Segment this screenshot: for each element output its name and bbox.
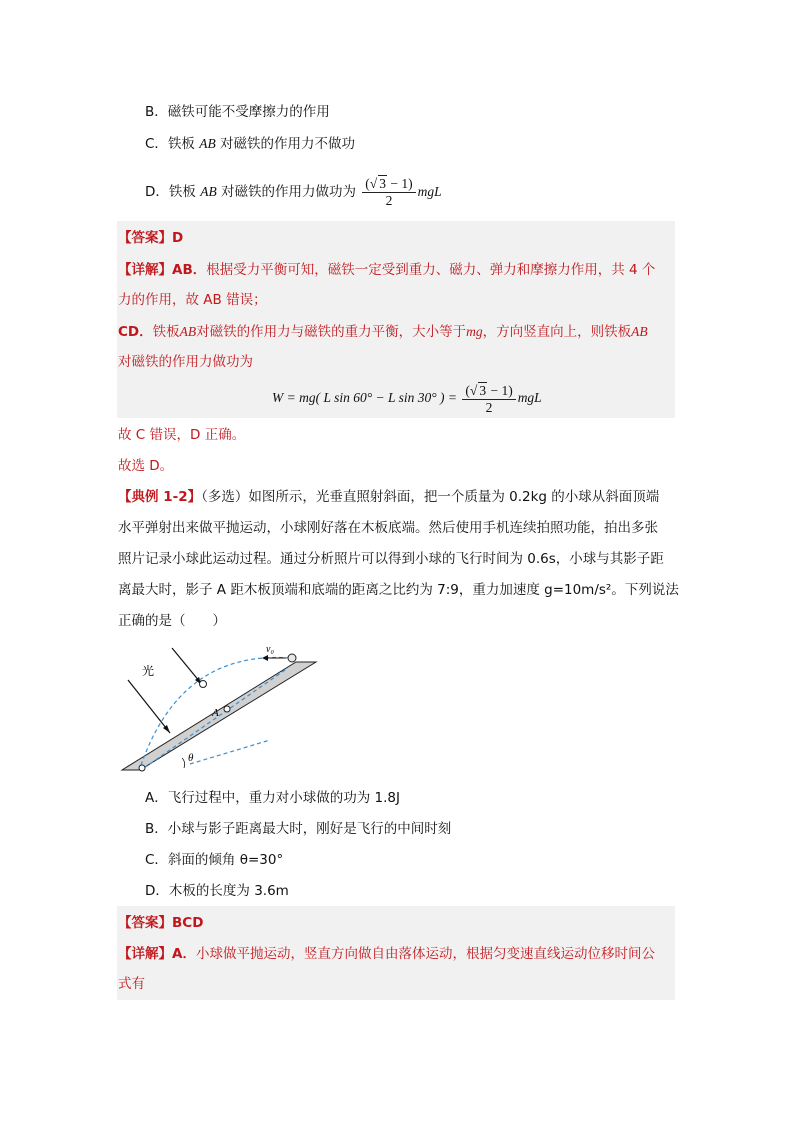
answer-label: 【答案】 [118, 915, 172, 931]
detail-2-line-2: 式有 [118, 976, 145, 992]
shadow-a [224, 706, 230, 712]
a-label: A [212, 707, 219, 719]
example-line-3: 照片记录小球此运动过程。通过分析照片可以得到小球的飞行时间为 0.6s，小球与其影子距 [118, 551, 664, 567]
example-line-5: 正确的是（ ） [118, 613, 226, 629]
detail-2-line-1: 【详解】A．小球做平抛运动，竖直方向做自由落体运动，根据匀变速直线运动位移时间公 [118, 946, 655, 962]
option-letter: B． [145, 821, 168, 837]
detail-1-line-3: CD．铁板AB对磁铁的作用力与磁铁的重力平衡，大小等于mg，方向竖直向上，则铁板AB [118, 324, 648, 340]
variable-ab: AB [199, 136, 216, 151]
option-letter: A． [145, 790, 168, 806]
detail-1-line-1: 【详解】AB．根据受力平衡可知，磁铁一定受到重力、磁力、弹力和摩擦力作用，共 4 个 [118, 262, 656, 278]
theta-label: θ [188, 752, 194, 764]
ball-mid [200, 681, 207, 688]
option-text: 飞行过程中，重力对小球做的功为 1.8J [167, 790, 400, 806]
option-letter: D． [145, 184, 169, 200]
option-letter: C． [145, 852, 168, 868]
answer-label: 【答案】 [118, 230, 172, 246]
answer-1 [118, 228, 183, 248]
conclusion-1: 故 C 错误，D 正确。 [118, 427, 246, 443]
choice-1: 故选 D。 [118, 458, 174, 474]
answer-value: D [172, 230, 184, 246]
option-d: D．铁板 AB 对磁铁的作用力做功为 $\frac{(√ 3 - 1)}{2}$ mgL [145, 176, 442, 208]
arrow-head [262, 655, 268, 661]
fraction: $\frac{(√ 3 - 1)}{2}$ [462, 382, 515, 416]
detail-1-line-4: 对磁铁的作用力做功为 [118, 354, 253, 370]
ball-start [288, 654, 296, 662]
light-ray [128, 680, 170, 733]
incline-figure [120, 640, 320, 775]
angle-line [190, 740, 270, 764]
option-letter: D． [145, 883, 169, 899]
answer-2 [118, 913, 203, 933]
example-tag: 【典例 1-2】 [118, 489, 202, 505]
answer-value: BCD [172, 915, 204, 931]
detail-label: 【详解】 [118, 946, 172, 962]
v0-label: v₀ [266, 644, 274, 655]
option-text: 磁铁可能不受摩擦力的作用 [167, 104, 330, 120]
option-text: 斜面的倾角 θ=30° [167, 852, 284, 868]
incline-diagram [120, 640, 320, 775]
ball-end [139, 765, 145, 771]
option-b [145, 102, 330, 122]
detail-1-line-2: 力的作用，故 AB 错误； [118, 292, 267, 308]
option-text: 小球与影子距离最大时，刚好是飞行的中间时刻 [167, 821, 452, 837]
option-c: C．铁板 AB 对磁铁的作用力不做功 [145, 136, 356, 152]
option-text: 木板的长度为 3.6m [168, 883, 289, 899]
option-letter: C． [145, 136, 168, 152]
detail-label: 【详解】 [118, 262, 172, 278]
theta-arc [182, 758, 185, 768]
option2-b [145, 819, 451, 839]
example-line-4: 离最大时，影子 A 距木板顶端和底端的距离之比约为 7:9，重力加速度 g=10m/s²。下列说法 [118, 582, 679, 598]
work-equation: W = mg( L sin 60° − L sin 30° ) = $\frac{(√ 3 - 1)}{2}$ mgL [272, 382, 542, 415]
light-ray [172, 648, 200, 682]
option-letter: B． [145, 104, 168, 120]
example-line-2: 水平弹射出来做平抛运动，小球刚好落在木板底端。然后使用手机连续拍照功能，拍出多张 [118, 520, 658, 536]
option2-a [145, 788, 400, 808]
light-label: 光 [142, 664, 155, 678]
fraction: $\frac{(√ 3 - 1)}{2}$ [362, 175, 415, 209]
example-line-1: 【典例 1-2】（多选）如图所示，光垂直照射斜面，把一个质量为 0.2kg 的小球从斜面顶端 [118, 489, 660, 505]
option2-c [145, 850, 283, 870]
option2-d [145, 881, 289, 901]
